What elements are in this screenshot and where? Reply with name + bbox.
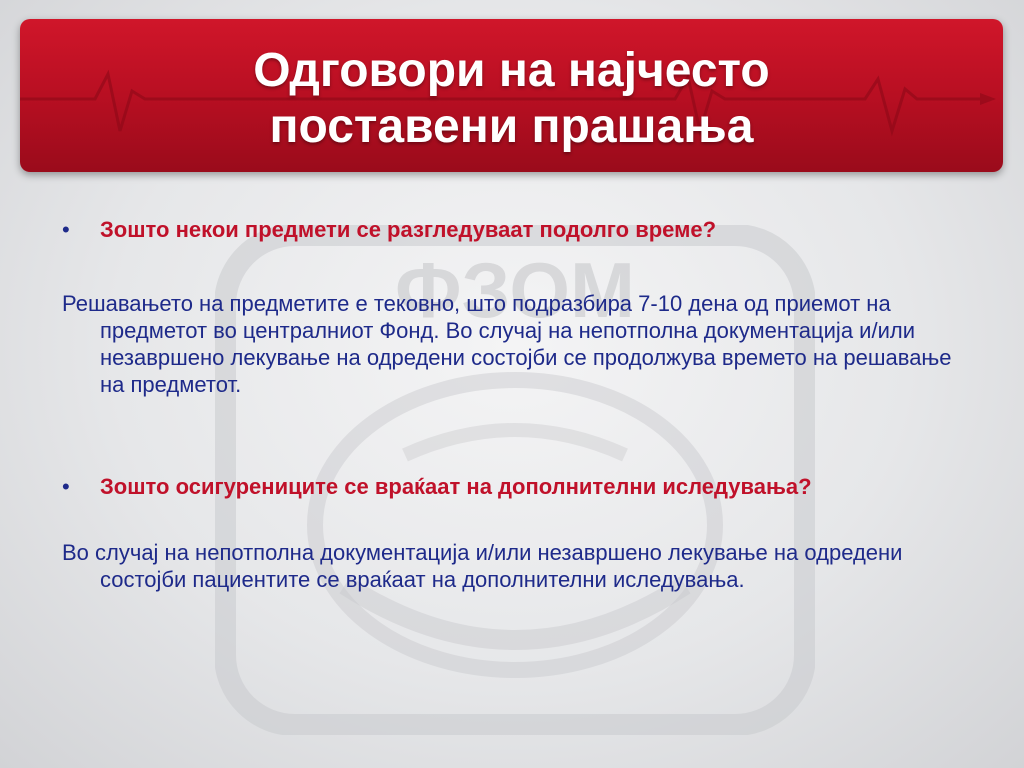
title-banner	[20, 19, 1003, 172]
question-2-text: Зошто осигурениците се враќаат на дополнителни иследувања?	[100, 474, 812, 499]
slide-content	[62, 212, 962, 593]
bullet-icon: •	[62, 474, 70, 499]
question-1	[62, 216, 962, 243]
bullet-icon: •	[62, 217, 70, 242]
answer-2: Во случај на непотполна документација и/или незавршено лекување на одредени состојби пациентите се враќаат на дополнителни иследувања.	[62, 540, 903, 592]
watermark-text: ФЗОМ	[394, 246, 636, 334]
answer-1: Решавањето на предметите е тековно, што подразбира 7-10 дена од приемот на предметот во централниот Фонд. Во случај на непотполна документација и/или незавршено лекување на одредени состојби се продолжува времето на решавање на предметот.	[62, 291, 952, 397]
slide-title: Одговори на најчесто поставени прашања	[253, 44, 770, 153]
question-1-text: Зошто некои предмети се разгледуваат подолго време?	[100, 217, 717, 242]
question-2	[62, 473, 962, 500]
